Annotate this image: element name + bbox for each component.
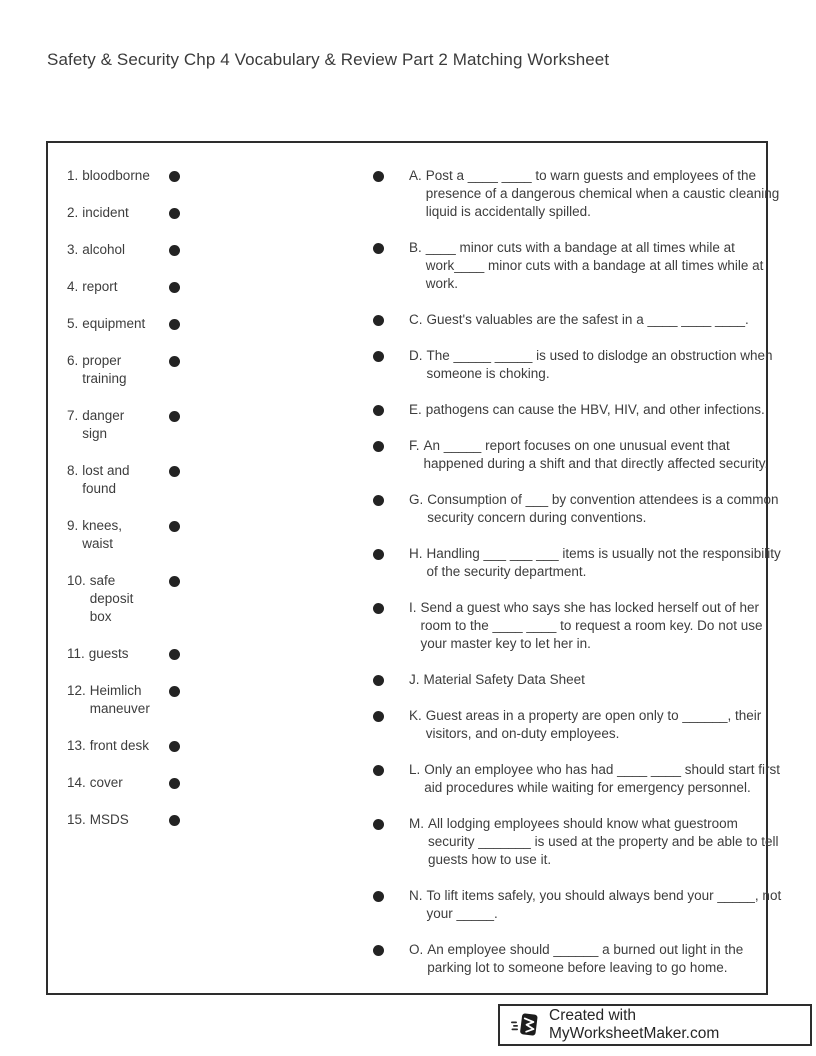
term-match-dot	[169, 649, 180, 660]
definition-row	[373, 491, 781, 527]
definition-row	[373, 347, 781, 383]
definition-text: Material Safety Data Sheet	[423, 672, 585, 687]
term-row	[67, 241, 150, 259]
definition-match-dot	[373, 945, 384, 956]
definition-match-dot	[373, 549, 384, 560]
term-match-dot	[169, 576, 180, 587]
term-row	[67, 774, 150, 792]
term-label: safe deposit box	[89, 573, 134, 624]
terms-column	[67, 167, 150, 848]
term-number: 15.	[67, 812, 86, 827]
definition-match-dot	[373, 315, 384, 326]
term-label: knees, waist	[82, 518, 123, 551]
term-match-dot	[169, 686, 180, 697]
definition-text: Send a guest who says she has locked herself out of her room to the ____ ____ to request a room key. Do not use your master key to let her in.	[420, 600, 763, 651]
term-label: report	[82, 279, 118, 294]
definition-text: An employee should ______ a burned out light in the parking lot to someone before leaving to go home.	[427, 942, 744, 975]
term-label: proper training	[82, 353, 127, 386]
definition-match-dot	[373, 441, 384, 452]
term-row	[67, 811, 150, 829]
term-label: bloodborne	[82, 168, 150, 183]
definition-letter: M.	[409, 816, 424, 831]
definition-letter: A.	[409, 168, 422, 183]
term-label: alcohol	[82, 242, 126, 257]
term-number: 4.	[67, 279, 79, 294]
term-number: 11.	[67, 646, 85, 661]
term-match-dot	[169, 466, 180, 477]
definition-row	[373, 311, 781, 329]
definition-letter: L.	[409, 762, 421, 777]
definition-text: The _____ _____ is used to dislodge an obstruction when someone is choking.	[426, 348, 773, 381]
term-match-dot	[169, 815, 180, 826]
definition-match-dot	[373, 243, 384, 254]
term-number: 2.	[67, 205, 79, 220]
term-row	[67, 352, 150, 388]
definition-letter: H.	[409, 546, 423, 561]
definition-text: Guest's valuables are the safest in a ____ ____ ____.	[426, 312, 749, 327]
definition-letter: B.	[409, 240, 422, 255]
definition-text: Only an employee who has had ____ ____ should start first aid procedures while waiting for emergency personnel.	[424, 762, 780, 795]
term-row	[67, 167, 150, 185]
term-label: danger sign	[82, 408, 125, 441]
matching-area	[46, 141, 782, 995]
term-number: 7.	[67, 408, 79, 423]
term-match-dot	[169, 778, 180, 789]
term-row	[67, 407, 150, 443]
definition-match-dot	[373, 171, 384, 182]
definition-letter: K.	[409, 708, 422, 723]
definition-row	[373, 941, 781, 977]
definition-row	[373, 815, 781, 869]
definition-match-dot	[373, 405, 384, 416]
term-label: lost and found	[82, 463, 130, 496]
term-match-dot	[169, 208, 180, 219]
definition-match-dot	[373, 495, 384, 506]
definition-match-dot	[373, 891, 384, 902]
definition-letter: F.	[409, 438, 420, 453]
definition-letter: D.	[409, 348, 423, 363]
definition-text: Guest areas in a property are open only to ______, their visitors, and on-duty employees.	[425, 708, 762, 741]
definition-letter: I.	[409, 600, 417, 615]
footer-badge[interactable]	[498, 1004, 812, 1046]
definition-text: To lift items safely, you should always bend your _____, not your _____.	[426, 888, 782, 921]
term-number: 13.	[67, 738, 86, 753]
definition-match-dot	[373, 711, 384, 722]
definition-text: pathogens can cause the HBV, HIV, and other infections.	[425, 402, 765, 417]
definition-row	[373, 761, 781, 797]
term-row	[67, 572, 150, 626]
definition-row	[373, 437, 781, 473]
term-label: MSDS	[89, 812, 129, 827]
term-match-dot	[169, 411, 180, 422]
definition-text: Consumption of ___ by convention attendees is a common security concern during conventions.	[427, 492, 779, 525]
term-number: 3.	[67, 242, 79, 257]
term-match-dot	[169, 741, 180, 752]
definition-row	[373, 671, 781, 689]
term-number: 12.	[67, 683, 86, 698]
definition-letter: O.	[409, 942, 424, 957]
definition-match-dot	[373, 351, 384, 362]
term-row	[67, 315, 150, 333]
definition-text: Handling ___ ___ ___ items is usually not the responsibility of the security department.	[426, 546, 781, 579]
term-row	[67, 517, 150, 553]
definition-text: All lodging employees should know what guestroom security _______ is used at the property and be able to tell guests how to use it.	[428, 816, 779, 867]
definition-match-dot	[373, 765, 384, 776]
term-number: 6.	[67, 353, 79, 368]
definition-match-dot	[373, 603, 384, 614]
footer-text: Created with MyWorksheetMaker.com	[549, 1007, 720, 1042]
definition-row	[373, 707, 781, 743]
term-row	[67, 737, 150, 755]
term-number: 8.	[67, 463, 79, 478]
term-label: front desk	[89, 738, 150, 753]
definition-letter: N.	[409, 888, 423, 903]
definition-row	[373, 167, 781, 221]
worksheet-title: Safety & Security Chp 4 Vocabulary & Review Part 2 Matching Worksheet	[47, 50, 610, 69]
definitions-column	[373, 167, 781, 995]
term-row	[67, 645, 150, 663]
term-match-dot	[169, 521, 180, 532]
term-row	[67, 682, 150, 718]
definition-row	[373, 599, 781, 653]
definition-letter: E.	[409, 402, 422, 417]
term-number: 14.	[67, 775, 86, 790]
definition-row	[373, 239, 781, 293]
definition-text: An _____ report focuses on one unusual event that happened during a shift and that directly affected security.	[423, 438, 769, 471]
definition-text: Post a ____ ____ to warn guests and employees of the presence of a dangerous chemical when a caustic cleaning liquid is accidentally spilled.	[425, 168, 780, 219]
definition-letter: G.	[409, 492, 424, 507]
term-match-dot	[169, 245, 180, 256]
definition-match-dot	[373, 819, 384, 830]
term-label: cover	[89, 775, 123, 790]
term-row	[67, 278, 150, 296]
definition-row	[373, 545, 781, 581]
term-number: 9.	[67, 518, 79, 533]
definition-row	[373, 887, 781, 923]
definition-row	[373, 401, 781, 419]
term-label: Heimlich maneuver	[89, 683, 150, 716]
worksheet-maker-logo-icon	[510, 1011, 540, 1039]
term-row	[67, 462, 150, 498]
term-number: 5.	[67, 316, 79, 331]
definition-letter: C.	[409, 312, 423, 327]
term-number: 1.	[67, 168, 79, 183]
definition-letter: J.	[409, 672, 420, 687]
term-label: equipment	[82, 316, 146, 331]
term-number: 10.	[67, 573, 86, 588]
term-match-dot	[169, 319, 180, 330]
term-row	[67, 204, 150, 222]
term-label: guests	[88, 646, 129, 661]
definition-text: ____ minor cuts with a bandage at all times while at work____ minor cuts with a bandage at all times while at work.	[425, 240, 764, 291]
term-label: incident	[82, 205, 129, 220]
definition-match-dot	[373, 675, 384, 686]
term-match-dot	[169, 171, 180, 182]
term-match-dot	[169, 282, 180, 293]
term-match-dot	[169, 356, 180, 367]
